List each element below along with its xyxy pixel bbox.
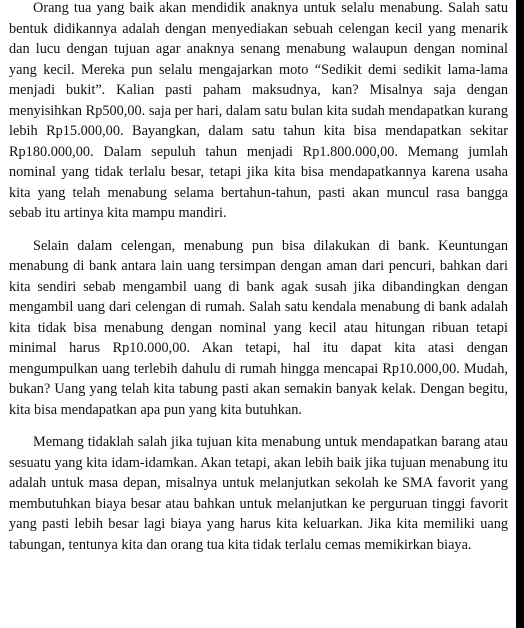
- paragraph-1: Orang tua yang baik akan mendidik anaknya untuk selalu menabung. Salah satu bentuk didikannya adalah dengan menyediakan sebuah celengan kecil yang menarik dan lucu dengan tujuan agar anaknya senang menabung walaupun dengan nominal yang kecil. Mereka pun selalu mengajarkan moto “Sedikit demi sedikit lama-lama menjadi bukit”. Kalian pasti paham maksudnya, kan? Misalnya saja dengan menyisihkan Rp500,00. saja per hari, dalam satu bulan kita sudah mendapatkan kurang lebih Rp15.000,00. Bayangkan, dalam satu tahun kita bisa mendapatkan sekitar Rp180.000,00. Dalam sepuluh tahun menjadi Rp1.800.000,00. Memang jumlah nominal yang tidak terlalu besar, tetapi jika kita bisa mendapatkannya karena usaha kita yang telah menabung selama bertahun-tahun, pasti akan muncul rasa bangga sebab itu artinya kita mampu mandiri.: [9, 0, 508, 221]
- paragraph-3: Memang tidaklah salah jika tujuan kita menabung untuk mendapatkan barang atau sesuatu yang kita idam-idamkan. Akan tetapi, akan lebih baik jika tujuan menabung itu adalah untuk masa depan, misalnya untuk melanjutkan sekolah ke SMA favorit yang membutuhkan biaya besar atau bahkan untuk melanjutkan ke perguruan tinggi favorit yang pasti lebih besar lagi biaya yang harus kita keluarkan. Jika kita memiliki uang tabungan, tentunya kita dan orang tua kita tidak terlalu cemas memikirkan biaya.: [9, 434, 508, 553]
- paragraph-2: Selain dalam celengan, menabung pun bisa dilakukan di bank. Keuntungan menabung di bank antara lain uang tersimpan dengan aman dari pencuri, bahkan dari kita sendiri sebab mengambil uang di bank agak susah jika dibandingkan dengan mengambil uang dari celengan di rumah. Salah satu kendala menabung di bank adalah kita tidak bisa menabung dengan nominal yang kecil atau hitungan ribuan tetapi minimal harus Rp10.000,00. Akan tetapi, hal itu dapat kita atasi dengan mengumpulkan uang terlebih dahulu di rumah hingga mencapai Rp10.000,00. Mudah, bukan? Uang yang telah kita tabung pasti akan semakin banyak kelak. Dengan begitu, kita bisa mendapatkan apa pun yang kita butuhkan.: [9, 237, 508, 418]
- page-edge-divider: [516, 0, 524, 628]
